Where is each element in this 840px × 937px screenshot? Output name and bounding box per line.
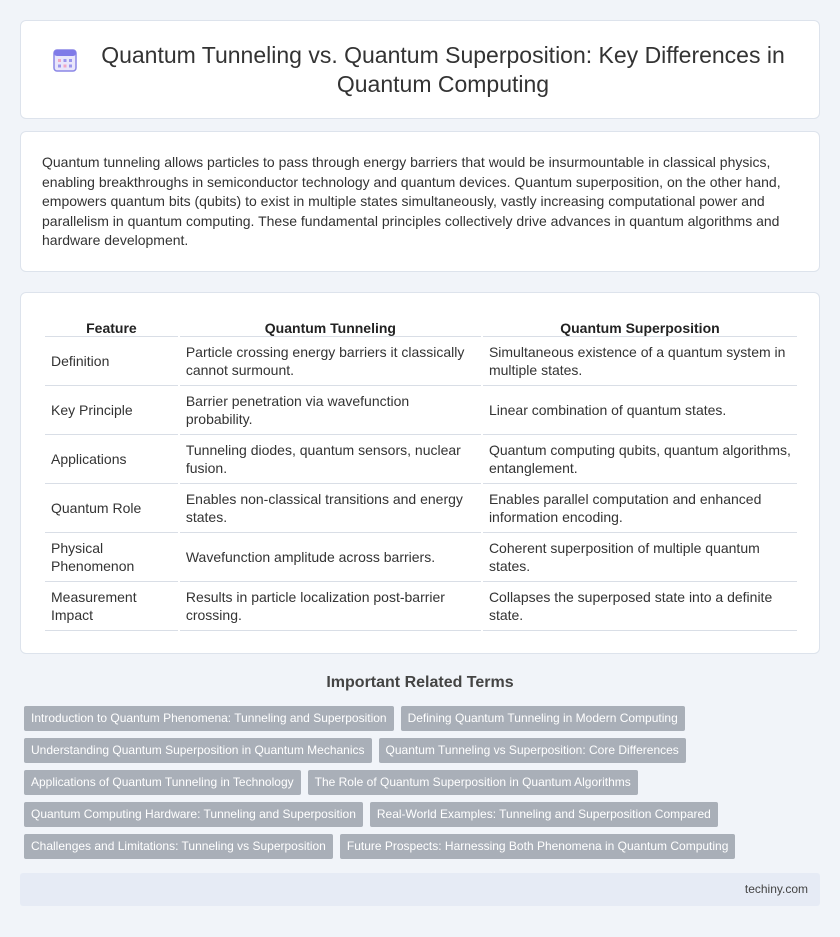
- superposition-cell: Linear combination of quantum states.: [483, 386, 797, 435]
- tunneling-cell: Particle crossing energy barriers it classically cannot surmount.: [180, 337, 481, 386]
- feature-cell: Applications: [45, 435, 178, 484]
- related-terms-title: Important Related Terms: [326, 674, 514, 691]
- tunneling-cell: Barrier penetration via wavefunction probability.: [180, 386, 481, 435]
- feature-cell: Measurement Impact: [45, 582, 178, 631]
- comparison-card: [20, 292, 820, 654]
- table-header-row: [45, 315, 797, 337]
- related-term-link[interactable]: Applications of Quantum Tunneling in Technology: [24, 770, 301, 795]
- related-terms-list: [24, 706, 824, 866]
- related-term-link[interactable]: Introduction to Quantum Phenomena: Tunneling and Superposition: [24, 706, 394, 731]
- related-term-link[interactable]: Quantum Computing Hardware: Tunneling and Superposition: [24, 802, 363, 827]
- header-superposition: Quantum Superposition: [483, 315, 797, 337]
- tunneling-cell: Wavefunction amplitude across barriers.: [180, 533, 481, 582]
- header-card: [20, 20, 820, 119]
- tag-row: [24, 834, 824, 866]
- footer: [20, 873, 820, 906]
- intro-paragraph: Quantum tunneling allows particles to pass through energy barriers that would be insurmountable in classical physics, enabling breakthroughs in semiconductor technology and quantum devices. Quantum superposition, on the other hand, empowers quantum bits (qubits) to exist in multiple states simultaneously, vastly increasing computational power and parallelism in quantum computing. These fundamental principles collectively drive advances in quantum algorithms and hardware development.: [42, 154, 781, 248]
- comparison-table: [43, 315, 799, 631]
- table-row: [45, 435, 797, 484]
- tunneling-cell: Results in particle localization post-barrier crossing.: [180, 582, 481, 631]
- tunneling-cell: Enables non-classical transitions and energy states.: [180, 484, 481, 533]
- feature-cell: Physical Phenomenon: [45, 533, 178, 582]
- related-term-link[interactable]: Future Prospects: Harnessing Both Phenomena in Quantum Computing: [340, 834, 736, 859]
- header-tunneling: Quantum Tunneling: [180, 315, 481, 337]
- table-row: [45, 533, 797, 582]
- related-term-link[interactable]: Quantum Tunneling vs Superposition: Core Differences: [379, 738, 686, 763]
- table-row: [45, 582, 797, 631]
- intro-card: [20, 131, 820, 272]
- calendar-grid-icon: [52, 47, 78, 73]
- superposition-cell: Coherent superposition of multiple quantum states.: [483, 533, 797, 582]
- superposition-cell: Collapses the superposed state into a definite state.: [483, 582, 797, 631]
- tag-row: [24, 770, 824, 802]
- table-row: [45, 484, 797, 533]
- related-term-link[interactable]: Understanding Quantum Superposition in Quantum Mechanics: [24, 738, 372, 763]
- related-term-link[interactable]: Challenges and Limitations: Tunneling vs Superposition: [24, 834, 333, 859]
- tunneling-cell: Tunneling diodes, quantum sensors, nuclear fusion.: [180, 435, 481, 484]
- related-term-link[interactable]: Defining Quantum Tunneling in Modern Computing: [401, 706, 685, 731]
- superposition-cell: Enables parallel computation and enhanced information encoding.: [483, 484, 797, 533]
- superposition-cell: Simultaneous existence of a quantum system in multiple states.: [483, 337, 797, 386]
- superposition-cell: Quantum computing qubits, quantum algorithms, entanglement.: [483, 435, 797, 484]
- footer-site-link[interactable]: techiny.com: [744, 882, 808, 896]
- tag-row: [24, 706, 824, 738]
- related-term-link[interactable]: The Role of Quantum Superposition in Quantum Algorithms: [308, 770, 638, 795]
- page-title: Quantum Tunneling vs. Quantum Superposition: Key Differences in Quantum Computing: [101, 41, 785, 97]
- tag-row: [24, 802, 824, 834]
- table-row: [45, 337, 797, 386]
- header-inner: [52, 41, 788, 99]
- feature-cell: Definition: [45, 337, 178, 386]
- header-feature: Feature: [45, 315, 178, 337]
- feature-cell: Key Principle: [45, 386, 178, 435]
- feature-cell: Quantum Role: [45, 484, 178, 533]
- table-row: [45, 386, 797, 435]
- related-term-link[interactable]: Real-World Examples: Tunneling and Superposition Compared: [370, 802, 718, 827]
- tag-row: [24, 738, 824, 770]
